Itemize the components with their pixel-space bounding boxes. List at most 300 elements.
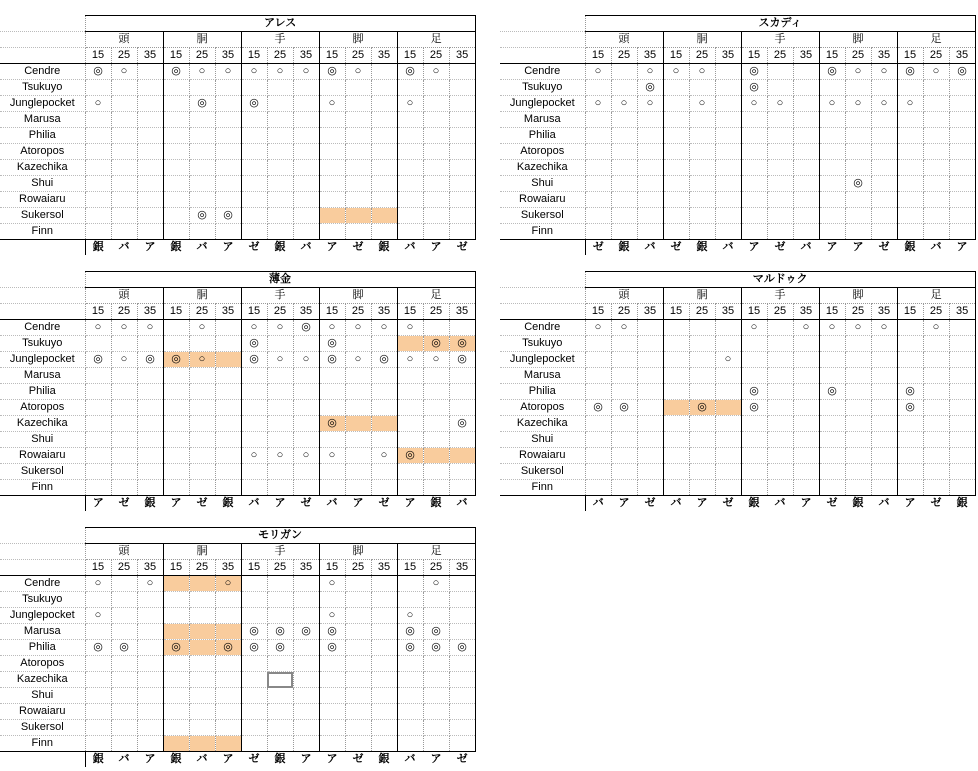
grid-cell[interactable]: [923, 416, 949, 432]
grid-cell[interactable]: [163, 576, 189, 592]
grid-cell[interactable]: [897, 432, 923, 448]
grid-cell[interactable]: [819, 144, 845, 160]
grid-cell[interactable]: [585, 432, 611, 448]
grid-cell[interactable]: [611, 144, 637, 160]
grid-cell[interactable]: [371, 736, 397, 752]
grid-cell[interactable]: [241, 400, 267, 416]
grid-cell[interactable]: [689, 112, 715, 128]
grid-cell[interactable]: [319, 592, 345, 608]
grid-cell[interactable]: [85, 144, 111, 160]
grid-cell[interactable]: [923, 384, 949, 400]
grid-cell[interactable]: [767, 64, 793, 80]
grid-cell[interactable]: [449, 80, 475, 96]
grid-cell[interactable]: [923, 160, 949, 176]
grid-cell[interactable]: [241, 208, 267, 224]
grid-cell[interactable]: [319, 320, 345, 336]
grid-cell[interactable]: [637, 160, 663, 176]
grid-cell[interactable]: [319, 672, 345, 688]
grid-cell[interactable]: [397, 224, 423, 240]
grid-cell[interactable]: [85, 608, 111, 624]
grid-cell[interactable]: [845, 208, 871, 224]
grid-cell[interactable]: [611, 336, 637, 352]
grid-cell[interactable]: [423, 64, 449, 80]
grid-cell[interactable]: [397, 592, 423, 608]
grid-cell[interactable]: [371, 656, 397, 672]
grid-cell[interactable]: [663, 464, 689, 480]
grid-cell[interactable]: [293, 352, 319, 368]
grid-cell[interactable]: [371, 400, 397, 416]
grid-cell[interactable]: [423, 336, 449, 352]
grid-cell[interactable]: [319, 384, 345, 400]
grid-cell[interactable]: [793, 448, 819, 464]
grid-cell[interactable]: [663, 336, 689, 352]
grid-cell[interactable]: [715, 416, 741, 432]
grid-cell[interactable]: [923, 224, 949, 240]
grid-cell[interactable]: [319, 624, 345, 640]
grid-cell[interactable]: [897, 192, 923, 208]
grid-cell[interactable]: [189, 736, 215, 752]
grid-cell[interactable]: [319, 352, 345, 368]
grid-cell[interactable]: [345, 144, 371, 160]
grid-cell[interactable]: [85, 576, 111, 592]
grid-cell[interactable]: [585, 352, 611, 368]
grid-cell[interactable]: [137, 336, 163, 352]
grid-cell[interactable]: [449, 224, 475, 240]
grid-cell[interactable]: [371, 144, 397, 160]
grid-cell[interactable]: [637, 432, 663, 448]
grid-cell[interactable]: [449, 736, 475, 752]
grid-cell[interactable]: [449, 144, 475, 160]
grid-cell[interactable]: [371, 720, 397, 736]
grid-cell[interactable]: [319, 160, 345, 176]
grid-cell[interactable]: [819, 464, 845, 480]
grid-cell[interactable]: [637, 352, 663, 368]
grid-cell[interactable]: [111, 336, 137, 352]
grid-cell[interactable]: [241, 384, 267, 400]
grid-cell[interactable]: [871, 400, 897, 416]
grid-cell[interactable]: [293, 80, 319, 96]
grid-cell[interactable]: [85, 208, 111, 224]
grid-cell[interactable]: [871, 96, 897, 112]
grid-cell[interactable]: [397, 80, 423, 96]
grid-cell[interactable]: [923, 448, 949, 464]
grid-cell[interactable]: [163, 160, 189, 176]
grid-cell[interactable]: [293, 640, 319, 656]
grid-cell[interactable]: [293, 720, 319, 736]
grid-cell[interactable]: [397, 400, 423, 416]
grid-cell[interactable]: [819, 112, 845, 128]
grid-cell[interactable]: [611, 64, 637, 80]
grid-cell[interactable]: [241, 640, 267, 656]
grid-cell[interactable]: [371, 352, 397, 368]
grid-cell[interactable]: [85, 64, 111, 80]
grid-cell[interactable]: [215, 448, 241, 464]
grid-cell[interactable]: [241, 720, 267, 736]
grid-cell[interactable]: [845, 416, 871, 432]
grid-cell[interactable]: [189, 192, 215, 208]
grid-cell[interactable]: [371, 80, 397, 96]
grid-cell[interactable]: [293, 576, 319, 592]
grid-cell[interactable]: [293, 144, 319, 160]
grid-cell[interactable]: [845, 320, 871, 336]
grid-cell[interactable]: [585, 416, 611, 432]
grid-cell[interactable]: [845, 80, 871, 96]
grid-cell[interactable]: [137, 320, 163, 336]
grid-cell[interactable]: [449, 368, 475, 384]
grid-cell[interactable]: [793, 320, 819, 336]
grid-cell[interactable]: [585, 480, 611, 496]
grid-cell[interactable]: [741, 144, 767, 160]
grid-cell[interactable]: [345, 320, 371, 336]
grid-cell[interactable]: [715, 176, 741, 192]
grid-cell[interactable]: [267, 160, 293, 176]
grid-cell[interactable]: [345, 608, 371, 624]
grid-cell[interactable]: [897, 128, 923, 144]
grid-cell[interactable]: [585, 368, 611, 384]
grid-cell[interactable]: [793, 64, 819, 80]
grid-cell[interactable]: [345, 736, 371, 752]
grid-cell[interactable]: [241, 416, 267, 432]
grid-cell[interactable]: [111, 720, 137, 736]
grid-cell[interactable]: [137, 208, 163, 224]
grid-cell[interactable]: [423, 128, 449, 144]
grid-cell[interactable]: [267, 352, 293, 368]
grid-cell[interactable]: [85, 672, 111, 688]
grid-cell[interactable]: [423, 720, 449, 736]
grid-cell[interactable]: [793, 464, 819, 480]
grid-cell[interactable]: [897, 352, 923, 368]
grid-cell[interactable]: [293, 368, 319, 384]
grid-cell[interactable]: [267, 192, 293, 208]
grid-cell[interactable]: [767, 192, 793, 208]
grid-cell[interactable]: [741, 224, 767, 240]
grid-cell[interactable]: [689, 80, 715, 96]
grid-cell[interactable]: [371, 160, 397, 176]
grid-cell[interactable]: [345, 192, 371, 208]
grid-cell[interactable]: [111, 320, 137, 336]
grid-cell[interactable]: [85, 352, 111, 368]
grid-cell[interactable]: [819, 320, 845, 336]
grid-cell[interactable]: [163, 368, 189, 384]
grid-cell[interactable]: [449, 400, 475, 416]
grid-cell[interactable]: [163, 656, 189, 672]
grid-cell[interactable]: [267, 640, 293, 656]
grid-cell[interactable]: [137, 96, 163, 112]
grid-cell[interactable]: [423, 192, 449, 208]
grid-cell[interactable]: [319, 448, 345, 464]
grid-cell[interactable]: [449, 640, 475, 656]
grid-cell[interactable]: [845, 480, 871, 496]
grid-cell[interactable]: [637, 480, 663, 496]
grid-cell[interactable]: [923, 192, 949, 208]
grid-cell[interactable]: [741, 352, 767, 368]
grid-cell[interactable]: [741, 112, 767, 128]
grid-cell[interactable]: [449, 112, 475, 128]
grid-cell[interactable]: [897, 368, 923, 384]
grid-cell[interactable]: [215, 96, 241, 112]
grid-cell[interactable]: [871, 416, 897, 432]
grid-cell[interactable]: [345, 400, 371, 416]
grid-cell[interactable]: [111, 672, 137, 688]
grid-cell[interactable]: [397, 96, 423, 112]
grid-cell[interactable]: [663, 480, 689, 496]
grid-cell[interactable]: [637, 368, 663, 384]
grid-cell[interactable]: [585, 384, 611, 400]
grid-cell[interactable]: [85, 336, 111, 352]
grid-cell[interactable]: [189, 144, 215, 160]
grid-cell[interactable]: [189, 208, 215, 224]
grid-cell[interactable]: [741, 128, 767, 144]
grid-cell[interactable]: [319, 128, 345, 144]
grid-cell[interactable]: [267, 608, 293, 624]
grid-cell[interactable]: [611, 80, 637, 96]
grid-cell[interactable]: [845, 64, 871, 80]
grid-cell[interactable]: [949, 64, 975, 80]
grid-cell[interactable]: [715, 192, 741, 208]
grid-cell[interactable]: [845, 192, 871, 208]
grid-cell[interactable]: [319, 608, 345, 624]
grid-cell[interactable]: [949, 176, 975, 192]
grid-cell[interactable]: [897, 208, 923, 224]
grid-cell[interactable]: [241, 480, 267, 496]
grid-cell[interactable]: [241, 736, 267, 752]
grid-cell[interactable]: [267, 384, 293, 400]
grid-cell[interactable]: [163, 608, 189, 624]
grid-cell[interactable]: [611, 112, 637, 128]
grid-cell[interactable]: [585, 64, 611, 80]
grid-cell[interactable]: [189, 448, 215, 464]
grid-cell[interactable]: [689, 464, 715, 480]
grid-cell[interactable]: [293, 400, 319, 416]
grid-cell[interactable]: [241, 112, 267, 128]
grid-cell[interactable]: [423, 96, 449, 112]
grid-cell[interactable]: [949, 224, 975, 240]
grid-cell[interactable]: [793, 352, 819, 368]
grid-cell[interactable]: [189, 656, 215, 672]
grid-cell[interactable]: [897, 176, 923, 192]
grid-cell[interactable]: [293, 480, 319, 496]
grid-cell[interactable]: [189, 400, 215, 416]
grid-cell[interactable]: [663, 176, 689, 192]
grid-cell[interactable]: [241, 176, 267, 192]
grid-cell[interactable]: [715, 400, 741, 416]
grid-cell[interactable]: [611, 448, 637, 464]
grid-cell[interactable]: [371, 224, 397, 240]
grid-cell[interactable]: [449, 720, 475, 736]
grid-cell[interactable]: [137, 80, 163, 96]
grid-cell[interactable]: [345, 64, 371, 80]
grid-cell[interactable]: [741, 416, 767, 432]
grid-cell[interactable]: [741, 160, 767, 176]
grid-cell[interactable]: [189, 416, 215, 432]
grid-cell[interactable]: [215, 576, 241, 592]
grid-cell[interactable]: [611, 320, 637, 336]
grid-cell[interactable]: [345, 656, 371, 672]
grid-cell[interactable]: [819, 384, 845, 400]
grid-cell[interactable]: [189, 608, 215, 624]
grid-cell[interactable]: [111, 400, 137, 416]
grid-cell[interactable]: [715, 336, 741, 352]
grid-cell[interactable]: [319, 80, 345, 96]
grid-cell[interactable]: [163, 192, 189, 208]
grid-cell[interactable]: [397, 128, 423, 144]
grid-cell[interactable]: [819, 96, 845, 112]
grid-cell[interactable]: [371, 704, 397, 720]
grid-cell[interactable]: [111, 112, 137, 128]
grid-cell[interactable]: [371, 464, 397, 480]
grid-cell[interactable]: [741, 432, 767, 448]
grid-cell[interactable]: [371, 608, 397, 624]
grid-cell[interactable]: [267, 144, 293, 160]
grid-cell[interactable]: [85, 592, 111, 608]
grid-cell[interactable]: [585, 176, 611, 192]
grid-cell[interactable]: [137, 144, 163, 160]
grid-cell[interactable]: [163, 624, 189, 640]
grid-cell[interactable]: [689, 384, 715, 400]
grid-cell[interactable]: [293, 656, 319, 672]
grid-cell[interactable]: [371, 176, 397, 192]
grid-cell[interactable]: [371, 480, 397, 496]
grid-cell[interactable]: [241, 672, 267, 688]
grid-cell[interactable]: [611, 208, 637, 224]
grid-cell[interactable]: [371, 624, 397, 640]
grid-cell[interactable]: [215, 336, 241, 352]
grid-cell[interactable]: [585, 192, 611, 208]
grid-cell[interactable]: [111, 144, 137, 160]
grid-cell[interactable]: [449, 416, 475, 432]
grid-cell[interactable]: [715, 208, 741, 224]
grid-cell[interactable]: [637, 448, 663, 464]
grid-cell[interactable]: [293, 624, 319, 640]
grid-cell[interactable]: [189, 704, 215, 720]
grid-cell[interactable]: [871, 128, 897, 144]
grid-cell[interactable]: [85, 320, 111, 336]
grid-cell[interactable]: [371, 208, 397, 224]
grid-cell[interactable]: [423, 592, 449, 608]
grid-cell[interactable]: [163, 592, 189, 608]
grid-cell[interactable]: [215, 656, 241, 672]
grid-cell[interactable]: [845, 176, 871, 192]
grid-cell[interactable]: [319, 576, 345, 592]
grid-cell[interactable]: [163, 640, 189, 656]
grid-cell[interactable]: [449, 432, 475, 448]
grid-cell[interactable]: [293, 320, 319, 336]
grid-cell[interactable]: [345, 384, 371, 400]
grid-cell[interactable]: [585, 112, 611, 128]
grid-cell[interactable]: [85, 176, 111, 192]
grid-cell[interactable]: [637, 112, 663, 128]
grid-cell[interactable]: [689, 320, 715, 336]
grid-cell[interactable]: [611, 432, 637, 448]
grid-cell[interactable]: [871, 80, 897, 96]
grid-cell[interactable]: [163, 720, 189, 736]
grid-cell[interactable]: [637, 144, 663, 160]
grid-cell[interactable]: [345, 416, 371, 432]
grid-cell[interactable]: [163, 432, 189, 448]
grid-cell[interactable]: [767, 80, 793, 96]
grid-cell[interactable]: [923, 432, 949, 448]
grid-cell[interactable]: [267, 432, 293, 448]
grid-cell[interactable]: [371, 576, 397, 592]
grid-cell[interactable]: [215, 320, 241, 336]
grid-cell[interactable]: [585, 80, 611, 96]
grid-cell[interactable]: [241, 80, 267, 96]
grid-cell[interactable]: [397, 368, 423, 384]
grid-cell[interactable]: [689, 96, 715, 112]
grid-cell[interactable]: [111, 480, 137, 496]
grid-cell[interactable]: [267, 720, 293, 736]
grid-cell[interactable]: [215, 208, 241, 224]
grid-cell[interactable]: [767, 480, 793, 496]
grid-cell[interactable]: [397, 672, 423, 688]
grid-cell[interactable]: [871, 224, 897, 240]
grid-cell[interactable]: [241, 368, 267, 384]
grid-cell[interactable]: [371, 320, 397, 336]
grid-cell[interactable]: [397, 608, 423, 624]
grid-cell[interactable]: [871, 384, 897, 400]
grid-cell[interactable]: [189, 576, 215, 592]
grid-cell[interactable]: [793, 224, 819, 240]
grid-cell[interactable]: [449, 624, 475, 640]
grid-cell[interactable]: [793, 176, 819, 192]
grid-cell[interactable]: [585, 400, 611, 416]
grid-cell[interactable]: [345, 448, 371, 464]
grid-cell[interactable]: [819, 400, 845, 416]
grid-cell[interactable]: [819, 480, 845, 496]
grid-cell[interactable]: [871, 64, 897, 80]
grid-cell[interactable]: [345, 480, 371, 496]
grid-cell[interactable]: [585, 128, 611, 144]
grid-cell[interactable]: [423, 112, 449, 128]
grid-cell[interactable]: [189, 160, 215, 176]
grid-cell[interactable]: [85, 416, 111, 432]
grid-cell[interactable]: [111, 624, 137, 640]
grid-cell[interactable]: [85, 112, 111, 128]
grid-cell[interactable]: [137, 576, 163, 592]
grid-cell[interactable]: [715, 224, 741, 240]
grid-cell[interactable]: [715, 352, 741, 368]
grid-cell[interactable]: [293, 608, 319, 624]
grid-cell[interactable]: [267, 416, 293, 432]
grid-cell[interactable]: [767, 208, 793, 224]
grid-cell[interactable]: [611, 192, 637, 208]
grid-cell[interactable]: [637, 64, 663, 80]
grid-cell[interactable]: [715, 112, 741, 128]
grid-cell[interactable]: [241, 336, 267, 352]
grid-cell[interactable]: [215, 160, 241, 176]
grid-cell[interactable]: [423, 576, 449, 592]
grid-cell[interactable]: [949, 352, 975, 368]
grid-cell[interactable]: [897, 448, 923, 464]
grid-cell[interactable]: [267, 688, 293, 704]
grid-cell[interactable]: [397, 336, 423, 352]
grid-cell[interactable]: [819, 448, 845, 464]
grid-cell[interactable]: [267, 480, 293, 496]
grid-cell[interactable]: [819, 336, 845, 352]
grid-cell[interactable]: [319, 224, 345, 240]
grid-cell[interactable]: [949, 368, 975, 384]
grid-cell[interactable]: [267, 368, 293, 384]
grid-cell[interactable]: [923, 112, 949, 128]
grid-cell[interactable]: [897, 320, 923, 336]
grid-cell[interactable]: [689, 416, 715, 432]
grid-cell[interactable]: [949, 432, 975, 448]
grid-cell[interactable]: [637, 192, 663, 208]
grid-cell[interactable]: [949, 112, 975, 128]
grid-cell[interactable]: [85, 384, 111, 400]
grid-cell[interactable]: [241, 688, 267, 704]
grid-cell[interactable]: [345, 160, 371, 176]
